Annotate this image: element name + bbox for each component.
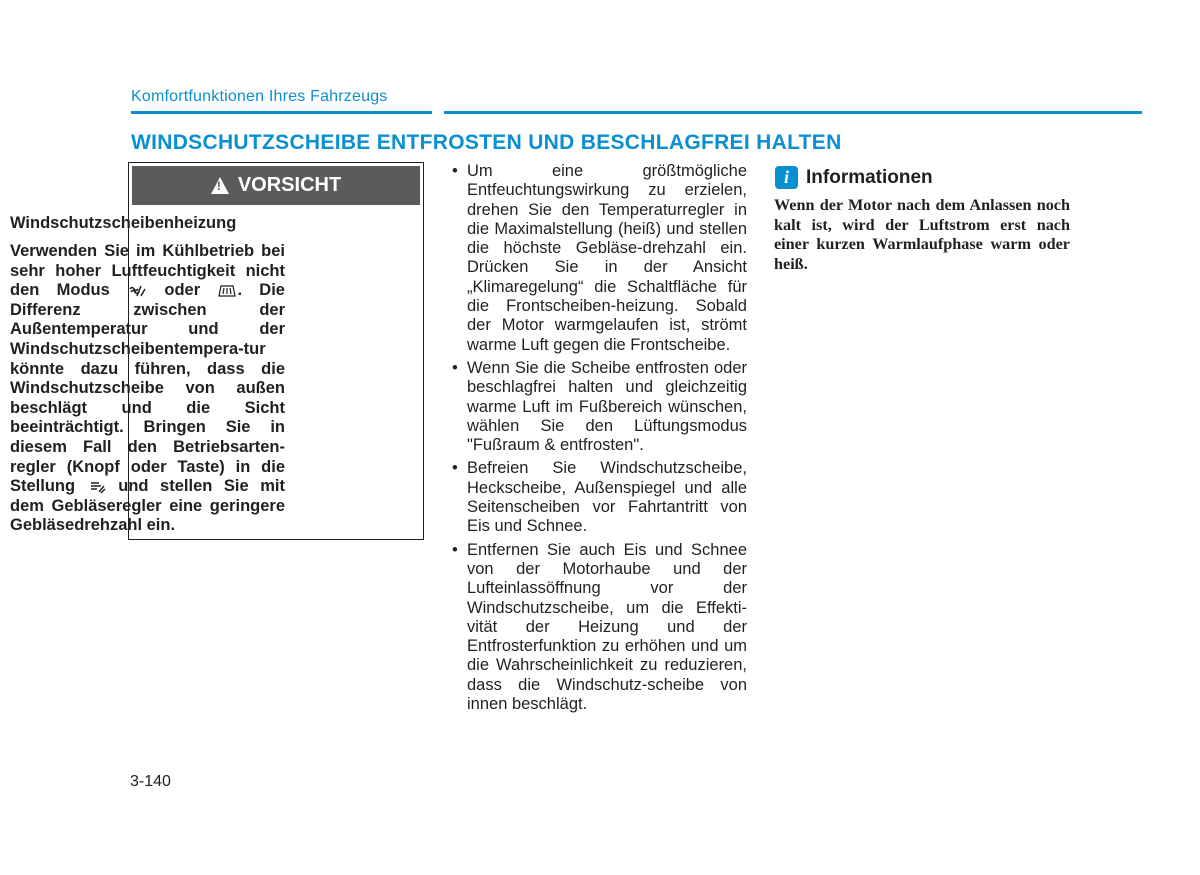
caution-text-part: oder bbox=[164, 281, 201, 300]
caution-text-part: Verwenden Sie im Kühlbetrieb bei sehr hoher Luftfeuchtigkeit nicht den Modus bbox=[10, 242, 285, 300]
defrost-mode-icon bbox=[127, 284, 147, 298]
chapter-title: Komfortfunktionen Ihres Fahrzeugs bbox=[131, 88, 388, 105]
caution-text bbox=[10, 242, 285, 536]
list-item: • Befreien Sie Windschutzscheibe, Heckscheibe, Außenspiegel und alle Seitenscheiben vor Fahrtantritt von Eis und Schnee. bbox=[450, 459, 747, 536]
section-title: WINDSCHUTZSCHEIBE ENTFROSTEN UND BESCHLAGFREI HALTEN bbox=[131, 131, 842, 154]
caution-label: VORSICHT bbox=[237, 174, 342, 196]
list-item: • Entfernen Sie auch Eis und Schnee von der Motorhaube und der Lufteinlassöffnung vor der Windschutzscheibe, um die Effekti-vität der Heizung und der Entfrosterfunktion zu erhöhen und um die Wahrscheinlichkeit zu reduzieren, dass die Windschutz-scheibe von innen beschlägt. bbox=[450, 541, 747, 715]
info-text: Wenn der Motor nach dem Anlassen noch kalt ist, wird der Luftstrom erst nach einer kurzen Warmlaufphase warm oder heiß. bbox=[774, 196, 1070, 273]
caution-header bbox=[132, 166, 420, 205]
info-header bbox=[775, 166, 933, 189]
warning-triangle-icon bbox=[211, 177, 229, 194]
list-item: • Wenn Sie die Scheibe entfrosten oder beschlagfrei halten und gleichzeitig warme Luft im Fußbereich wünschen, wählen Sie den Lüftungsmodus "Fußraum & entfrosten". bbox=[450, 359, 747, 455]
page-number: 3-140 bbox=[130, 773, 171, 790]
info-icon: i bbox=[775, 166, 798, 189]
floor-defrost-mode-icon bbox=[87, 480, 107, 494]
instruction-list bbox=[450, 162, 747, 718]
header-rule bbox=[131, 111, 1142, 114]
caution-text-part: und stellen Sie mit dem Gebläseregler eine geringere Gebläsedrehzahl ein. bbox=[10, 477, 285, 535]
front-defrost-icon bbox=[217, 284, 237, 298]
caution-text-part: . Die Differenz zwischen der Außentemperatur und der Windschutzscheibentempera-tur könnte dazu führen, dass die Windschutzscheibe von außen beschlägt und die Sicht beeinträchtigt. Bringen Sie in diesem Fall den Betriebsarten-regler (Knopf oder Taste) in die Stellung bbox=[10, 281, 285, 496]
info-title: Informationen bbox=[806, 166, 933, 188]
list-item: • Um eine größtmögliche Entfeuchtungswirkung zu erzielen, drehen Sie den Temperaturregler in die Maximalstellung (heiß) und stellen die höchste Gebläse-drehzahl ein. Drücken Sie in der Ansicht „Klimaregelung“ die Schaltfläche für die Frontscheiben-heizung. Sobald der Motor warmgelaufen ist, strömt warme Luft gegen die Frontscheibe. bbox=[450, 162, 747, 355]
caution-subtitle: Windschutzscheibenheizung bbox=[10, 214, 237, 232]
